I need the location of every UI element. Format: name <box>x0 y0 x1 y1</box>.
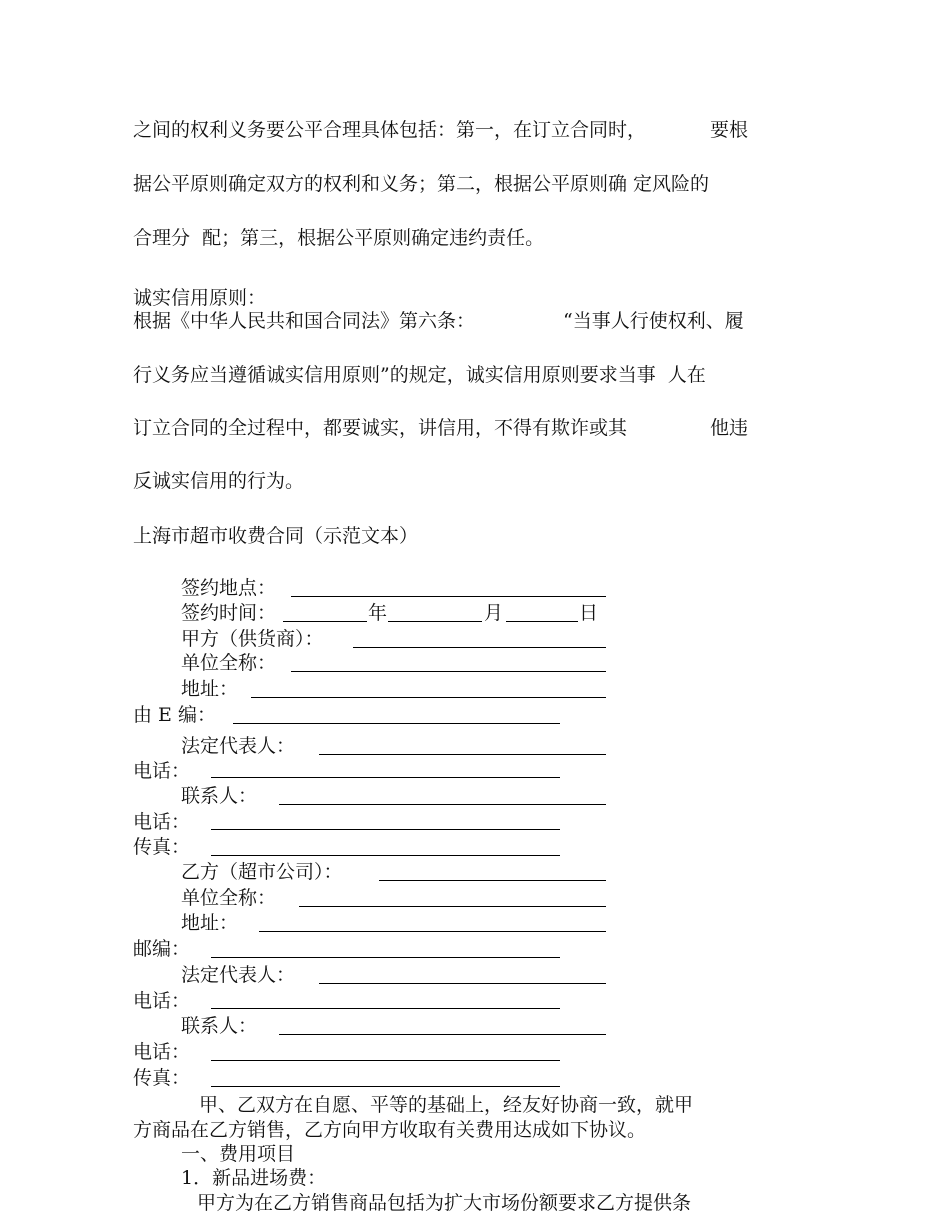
b-legal-rep-label: 法定代表人： <box>181 964 296 986</box>
item-1-text: 甲方为在乙方销售商品包括为扩大市场份额要求乙方提供条 <box>197 1192 692 1214</box>
item-1-heading: 1．新品进场费： <box>181 1167 327 1189</box>
b-phone2-field[interactable] <box>211 1060 560 1061</box>
honesty-heading: 诚实信用原则： <box>133 287 267 309</box>
year-label: 年 <box>368 602 388 624</box>
b-postcode-label: 邮编： <box>133 938 191 960</box>
a-phone1-label: 电话： <box>133 760 191 782</box>
honesty-line-3b: 他违 <box>710 417 749 439</box>
honesty-line-1b: “当事人行使权利、履 <box>563 310 744 332</box>
month-label: 月 <box>484 602 504 624</box>
a-legal-rep-field[interactable] <box>319 754 606 755</box>
a-fax-label: 传真： <box>133 836 191 858</box>
day-label: 日 <box>579 602 599 624</box>
b-unit-name-field[interactable] <box>299 906 606 907</box>
b-phone2-label: 电话： <box>133 1041 191 1063</box>
intro-line-3: 合理分 配；第三，根据公平原则确定违约责任。 <box>133 227 545 249</box>
honesty-line-3a: 订立合同的全过程中，都要诚实，讲信用，不得有欺诈或其 <box>133 417 628 439</box>
a-contact-label: 联系人： <box>181 785 258 807</box>
b-legal-rep-field[interactable] <box>319 983 606 984</box>
sign-place-label: 签约地点： <box>181 577 277 599</box>
agreement-line-1: 甲、乙双方在自愿、平等的基础上，经友好协商一致，就甲 <box>199 1094 694 1116</box>
honesty-line-2: 行义务应当遵循诚实信用原则”的规定，诚实信用原则要求当事 人在 <box>133 364 706 386</box>
agreement-line-2: 方商品在乙方销售，乙方向甲方收取有关费用达成如下协议。 <box>133 1119 647 1141</box>
sign-time-label: 签约时间： <box>181 602 277 624</box>
a-phone1-field[interactable] <box>211 777 560 778</box>
section-1-heading: 一、费用项目 <box>181 1143 296 1165</box>
a-contact-field[interactable] <box>279 804 606 805</box>
contract-title: 上海市超市收费合同（示范文本） <box>133 525 419 547</box>
b-postcode-field[interactable] <box>211 957 560 958</box>
sign-month-field[interactable] <box>388 621 482 622</box>
b-phone1-label: 电话： <box>133 990 191 1012</box>
b-contact-field[interactable] <box>279 1034 606 1035</box>
b-contact-label: 联系人： <box>181 1015 258 1037</box>
b-address-field[interactable] <box>259 931 606 932</box>
b-address-label: 地址： <box>181 912 239 934</box>
party-a-field[interactable] <box>353 647 606 648</box>
a-unit-name-field[interactable] <box>291 671 606 672</box>
party-b-label: 乙方（超市公司）： <box>181 861 343 883</box>
sign-year-field[interactable] <box>283 621 367 622</box>
a-address-label: 地址： <box>181 678 239 700</box>
honesty-line-4: 反诚实信用的行为。 <box>133 470 305 492</box>
sign-day-field[interactable] <box>506 621 578 622</box>
a-phone2-label: 电话： <box>133 811 191 833</box>
a-phone2-field[interactable] <box>211 829 560 830</box>
b-fax-label: 传真： <box>133 1067 191 1089</box>
intro-line-1a: 之间的权利义务要公平合理具体包括：第一，在订立合同时， <box>133 119 647 141</box>
a-address-field[interactable] <box>251 697 606 698</box>
party-a-label: 甲方（供货商）： <box>181 628 324 650</box>
b-phone1-field[interactable] <box>211 1008 560 1009</box>
b-fax-field[interactable] <box>211 1086 560 1087</box>
party-b-field[interactable] <box>379 880 606 881</box>
sign-place-field[interactable] <box>291 596 606 597</box>
a-unit-name-label: 单位全称： <box>181 652 277 674</box>
a-postcode-field[interactable] <box>233 723 560 724</box>
intro-line-2: 据公平原则确定双方的权利和义务；第二，根据公平原则确 定风险的 <box>133 173 710 195</box>
b-unit-name-label: 单位全称： <box>181 887 277 909</box>
a-legal-rep-label: 法定代表人： <box>181 735 296 757</box>
a-postcode-label: 由 E 编： <box>133 704 216 726</box>
a-fax-field[interactable] <box>211 855 560 856</box>
honesty-line-1a: 根据《中华人民共和国合同法》第六条： <box>133 310 476 332</box>
intro-line-1b: 要根 <box>710 119 749 141</box>
